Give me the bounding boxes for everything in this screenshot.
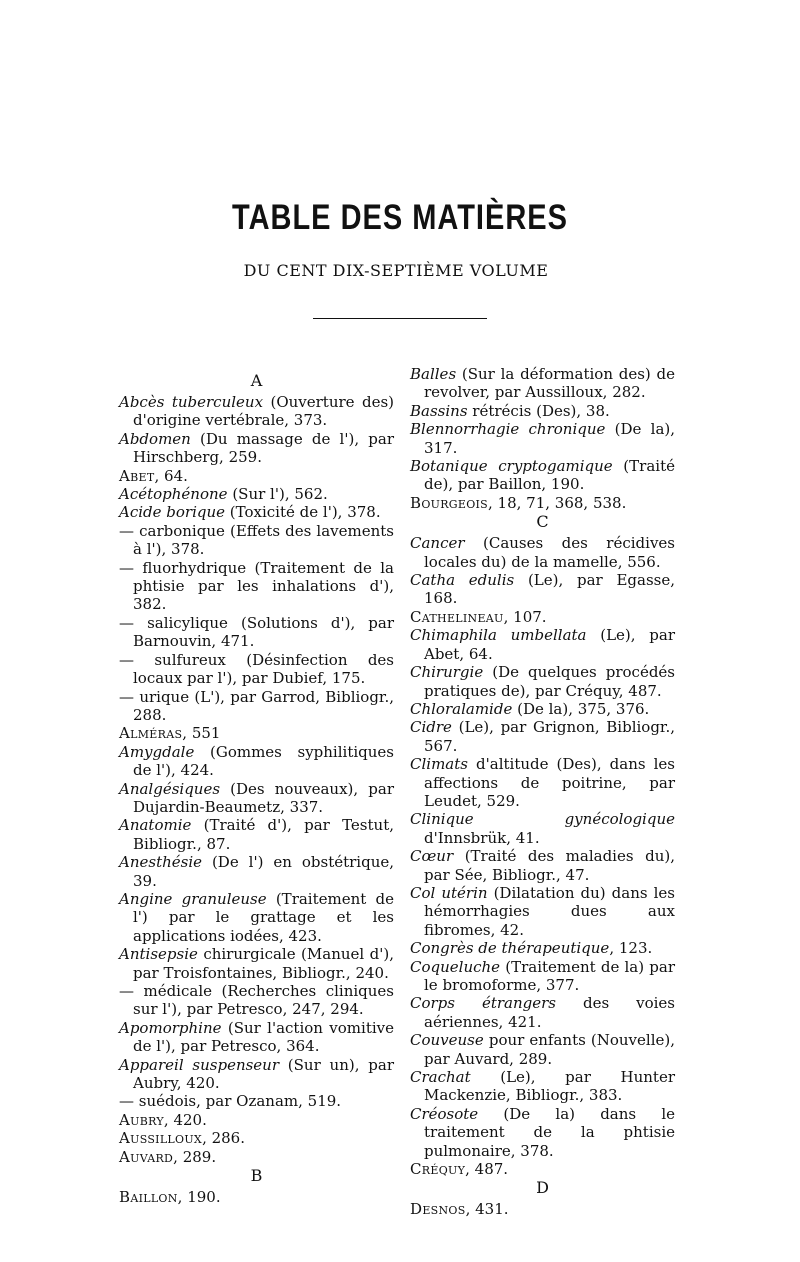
entry-text: d'altitude (Des), dans les affections de poitrine, par Leudet, 529.	[424, 755, 675, 810]
entry-text: (Le), par Abet, 64.	[424, 626, 676, 663]
entry-text: — salicylique (Solutions d'), par Barnouvin, 471.	[119, 613, 394, 651]
entry-heading: Alméras	[119, 724, 183, 743]
entry-text: , 289.	[173, 1147, 217, 1166]
index-entry	[410, 884, 675, 939]
entry-text: (Causes des récidives locales du) de la mamelle, 556.	[424, 534, 675, 571]
entry-heading: Blennorrhagie chronique	[410, 420, 606, 439]
index-entry	[119, 816, 394, 853]
entry-heading: Analgésiques	[119, 779, 221, 798]
index-entry	[410, 939, 675, 957]
index-entry	[119, 1148, 394, 1166]
entry-heading: Bassins	[410, 401, 468, 420]
index-entry	[119, 982, 394, 1019]
index-entry	[410, 994, 675, 1031]
entry-text: , 551	[182, 724, 221, 743]
index-entry	[410, 1200, 675, 1218]
section-letter-b: B	[250, 1166, 263, 1186]
entry-heading: Couveuse	[410, 1031, 484, 1050]
entry-text: — fluorhydrique (Traitement de la phtisie par les inhalations d'), 382.	[119, 558, 394, 614]
entry-text: (Sur un), par Aubry, 420.	[133, 1055, 394, 1093]
entry-text: (Du massage de l'), par Hirschberg, 259.	[133, 429, 394, 467]
index-entry	[119, 743, 394, 780]
right-column	[410, 365, 675, 1219]
index-entry	[119, 1129, 394, 1147]
index-entry	[119, 1092, 394, 1110]
index-entry	[119, 1056, 394, 1093]
entry-heading: Antisepsie	[119, 945, 198, 964]
entry-heading: Aussilloux	[119, 1129, 203, 1148]
index-entry	[119, 393, 394, 430]
entry-heading: Abcès tuberculeux	[119, 393, 264, 411]
entry-heading: Chirurgie	[410, 663, 484, 682]
entries-c	[410, 534, 675, 1178]
entry-text: (Le), par Grignon, Bibliogr., 567.	[424, 718, 675, 755]
index-entry	[410, 1105, 675, 1160]
entry-heading: Cidre	[410, 718, 452, 737]
entry-heading: Auvard	[119, 1147, 174, 1166]
entry-text: (Traité des maladies du), par Sée, Bibliogr., 47.	[424, 847, 675, 884]
entry-text: (Sur l'), 562.	[227, 485, 328, 504]
entry-text: (Traité d'), par Testut, Bibliogr., 87.	[133, 816, 394, 853]
page-subtitle: DU CENT DIX-SEPTIÈME VOLUME	[243, 261, 549, 280]
section-letter-c: C	[536, 512, 549, 532]
entry-heading: Chloralamide	[410, 699, 513, 718]
index-entry	[119, 430, 394, 467]
index-entry	[410, 626, 675, 663]
entry-heading: Créosote	[410, 1104, 479, 1123]
entry-text: (De la) dans le traitement de la phtisie pulmonaire, 378.	[424, 1104, 675, 1160]
entry-heading: Amygdale	[119, 742, 195, 761]
index-entry	[410, 365, 675, 402]
entry-text: rétrécis (Des), 38.	[467, 401, 610, 420]
entry-text: (Toxicité de l'), 378.	[225, 503, 381, 522]
index-entry	[410, 1068, 675, 1105]
entry-heading: Angine granuleuse	[119, 889, 267, 908]
index-entry	[410, 608, 675, 626]
entry-text: (Gommes syphilitiques de l'), 424.	[133, 742, 394, 780]
entry-text: — médicale (Recherches cliniques sur l'), par Petresco, 247, 294.	[119, 982, 394, 1019]
entry-text: (Dilatation du) dans les hémorrhagies dues aux fibromes, 42.	[424, 883, 675, 939]
section-letter-d: D	[536, 1178, 549, 1198]
index-entry	[119, 1111, 394, 1129]
entry-heading: Cathelineau	[410, 607, 504, 626]
entry-heading: Bourgeois	[410, 493, 489, 512]
entry-text: d'Innsbrük, 41.	[424, 828, 540, 847]
entry-text: (De la), 317.	[424, 420, 676, 457]
entry-text: , 286.	[202, 1129, 245, 1148]
entry-text: (Traitement de la) par le bromoforme, 377.	[424, 957, 675, 994]
entry-heading: Coqueluche	[410, 957, 501, 976]
page-title: TABLE DES MATIÈRES	[232, 198, 568, 238]
entry-heading: Abet	[119, 466, 155, 485]
index-entry	[119, 467, 394, 485]
entry-heading: Cancer	[410, 534, 465, 553]
entry-text: , 18, 71, 368, 538.	[488, 493, 627, 512]
index-entry	[410, 457, 675, 494]
index-entry	[119, 1019, 394, 1056]
entry-text: — sulfureux (Désinfection des locaux par l'), par Dubief, 175.	[119, 650, 394, 688]
entry-text: (De l') en obstétrique, 39.	[133, 853, 394, 890]
index-entry	[410, 755, 675, 810]
entry-text: , 420.	[163, 1110, 207, 1129]
entry-heading: Crachat	[410, 1068, 471, 1087]
entry-text: — carbonique (Effets des lavements à l'), 378.	[119, 521, 394, 559]
index-entry	[410, 534, 675, 571]
entry-text: (Traité de), par Baillon, 190.	[424, 457, 675, 494]
index-entry	[410, 1031, 675, 1068]
entry-heading: Climats	[410, 755, 468, 774]
entry-text: , 123.	[609, 939, 653, 958]
entry-heading: Balles	[410, 365, 457, 383]
entries-b	[119, 1188, 394, 1206]
entry-text: , 64.	[154, 466, 188, 485]
index-entry	[119, 1188, 394, 1206]
entry-heading: Abdomen	[119, 429, 191, 448]
index-entry	[410, 810, 675, 847]
index-entry	[119, 890, 394, 945]
index-entry	[410, 571, 675, 608]
entry-text: (De quelques procédés pratiques de), par Créquy, 487.	[424, 663, 675, 700]
entries-d	[410, 1200, 675, 1218]
index-entry	[119, 559, 394, 614]
index-entry	[119, 503, 394, 521]
index-entry	[410, 718, 675, 755]
index-entry	[410, 420, 675, 457]
entry-text: (De la), 375, 376.	[512, 699, 650, 718]
entry-text: , 107.	[503, 607, 547, 626]
entry-text: (Sur l'action vomitive de l'), par Petresco, 364.	[133, 1018, 394, 1056]
index-entry	[119, 651, 394, 688]
entry-text: , 431.	[465, 1200, 509, 1219]
entry-heading: Baillon	[119, 1188, 178, 1207]
entry-heading: Acide borique	[119, 503, 226, 522]
entry-text: , 190.	[177, 1188, 221, 1207]
entry-text: (Traitement de l') par le grattage et les applications iodées, 423.	[133, 889, 394, 945]
entries-a	[119, 393, 394, 1166]
index-entry	[410, 494, 675, 512]
index-entry	[410, 663, 675, 700]
entry-text: , 487.	[465, 1160, 509, 1179]
entry-heading: Apomorphine	[119, 1018, 222, 1037]
entry-text: chirurgicale (Manuel d'), par Troisfontaines, Bibliogr., 240.	[133, 945, 394, 982]
entry-heading: Corps étrangers	[410, 994, 556, 1013]
entry-heading: Chimaphila umbellata	[410, 626, 587, 645]
index-entry	[410, 958, 675, 995]
index-entry	[410, 402, 675, 420]
index-entry	[119, 945, 394, 982]
entry-text: (Sur la déformation des) de revolver, par Aussilloux, 282.	[424, 365, 675, 402]
entry-heading: Appareil suspenseur	[119, 1055, 280, 1074]
entry-text: (Des nouveaux), par Dujardin-Beaumetz, 337.	[133, 779, 394, 816]
entries-b-continued	[410, 365, 675, 512]
entry-heading: Clinique gynécologique	[410, 810, 675, 829]
entry-text: des voies aériennes, 421.	[424, 994, 675, 1031]
entry-heading: Botanique cryptogamique	[410, 457, 613, 476]
index-entry	[410, 847, 675, 884]
entry-heading: Col utérin	[410, 883, 488, 902]
entry-heading: Desnos	[410, 1200, 466, 1219]
index-entry	[119, 614, 394, 651]
entry-heading: Catha edulis	[410, 571, 515, 590]
index-entry	[119, 522, 394, 559]
entry-text: (Le), par Hunter Mackenzie, Bibliogr., 383.	[424, 1068, 675, 1105]
left-column	[119, 365, 394, 1206]
entry-text: pour enfants (Nouvelle), par Auvard, 289.	[424, 1031, 675, 1068]
entry-heading: Aubry	[119, 1110, 164, 1129]
index-entry	[119, 853, 394, 890]
index-entry	[119, 780, 394, 817]
entry-text: (Ouverture des) d'origine vertébrale, 373.	[133, 393, 395, 430]
entry-heading: Acétophénone	[119, 485, 228, 504]
index-entry	[119, 724, 394, 742]
entry-text: — suédois, par Ozanam, 519.	[119, 1092, 342, 1111]
entry-text: (Le), par Egasse, 168.	[424, 571, 675, 608]
entry-heading: Anatomie	[119, 816, 192, 835]
index-entry	[410, 700, 675, 718]
entry-heading: Anesthésie	[119, 853, 203, 872]
entry-text: — urique (L'), par Garrod, Bibliogr., 288.	[119, 687, 394, 724]
section-letter-a: A	[250, 371, 263, 390]
title-divider	[313, 318, 487, 319]
index-entry	[119, 485, 394, 503]
entry-heading: Congrès de thérapeutique	[410, 939, 610, 958]
index-entry	[410, 1160, 675, 1178]
entry-heading: Cœur	[410, 847, 454, 866]
entry-heading: Créquy	[410, 1160, 466, 1179]
index-entry	[119, 688, 394, 725]
